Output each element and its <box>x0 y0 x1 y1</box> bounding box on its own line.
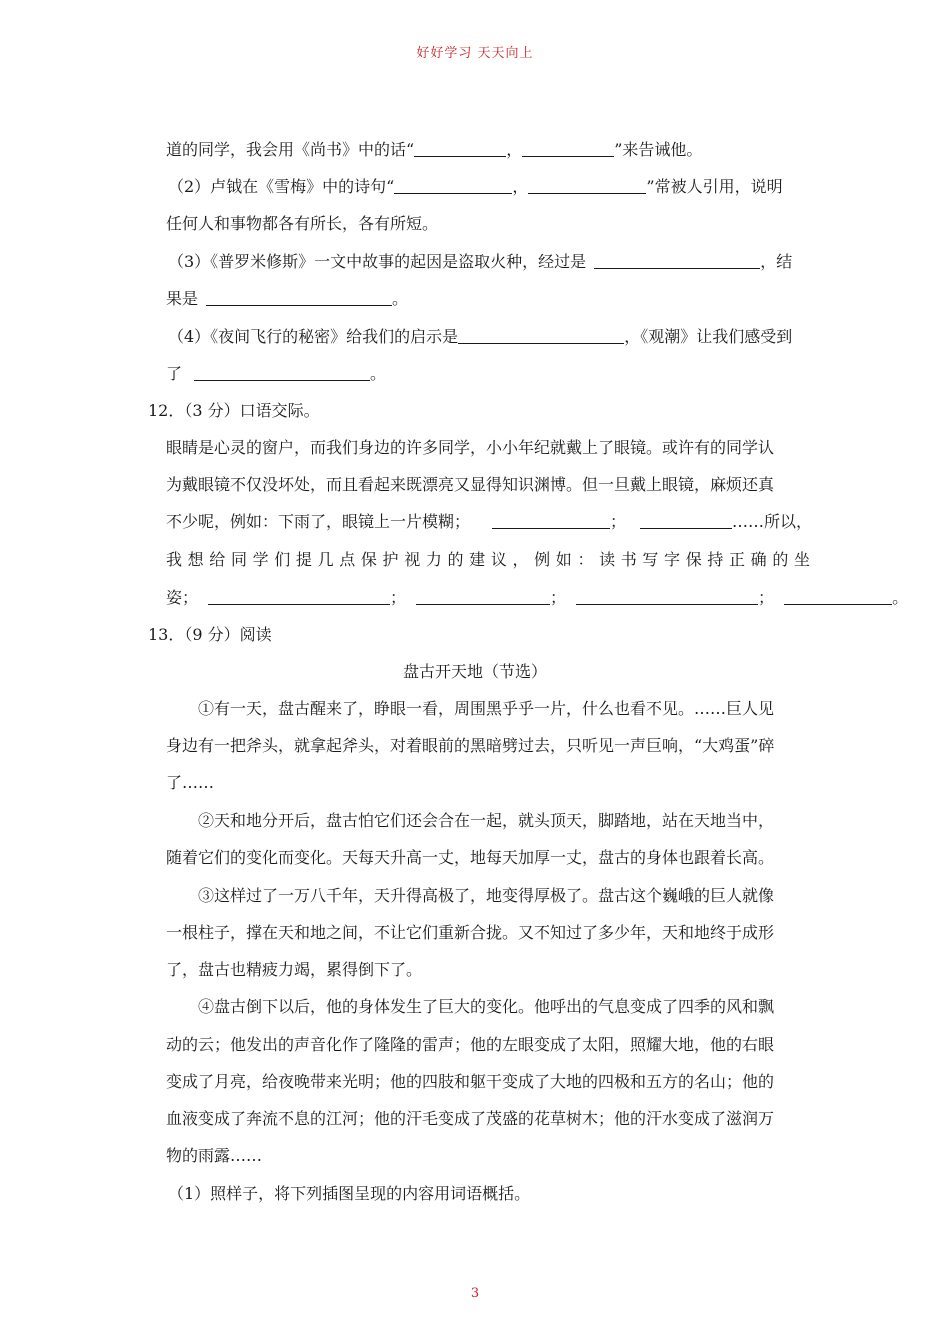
answer-blank[interactable] <box>194 364 370 381</box>
answer-blank[interactable] <box>576 588 758 605</box>
q12-text-line-2: 为戴眼镜不仅没坏处，而且看起来既漂亮又显得知识渊博。但一旦戴上眼镜，麻烦还真 <box>166 475 775 494</box>
answer-blank[interactable] <box>594 252 760 269</box>
q11-item-3-cont: 果是 。 <box>166 289 409 308</box>
q12-text-line-3: 不少呢，例如：下雨了，眼镜上一片模糊； ； ……所以， <box>166 512 813 531</box>
answer-blank[interactable] <box>522 140 614 157</box>
q11-item-3: （3）《普罗米修斯》一文中故事的起因是盗取火种，经过是 ，结 <box>168 252 793 271</box>
q12-text-line-4: 我想给同学们提几点保护视力的建议，例如：读书写字保持正确的坐 <box>166 550 810 569</box>
q11-item-4: （4）《夜间飞行的秘密》给我们的启示是 ，《观潮》让我们感受到 <box>168 327 793 346</box>
passage-p4-line-4: 血液变成了奔流不息的江河；他的汗毛变成了茂盛的花草树木；他的汗水变成了滋润万 <box>166 1109 775 1128</box>
passage-p3-line-3: 了，盘古也精疲力竭，累得倒下了。 <box>166 960 423 979</box>
q11-item-4-cont: 了 。 <box>166 364 387 383</box>
q12-text-line-5: 姿； ； ； ； 。 <box>166 588 909 607</box>
answer-blank[interactable] <box>528 177 646 194</box>
passage-p2-line-2: 随着它们的变化而变化。天每天升高一丈，地每天加厚一丈，盘古的身体也跟着长高。 <box>166 848 775 867</box>
passage-p1-line-3: 了…… <box>166 773 215 792</box>
q13-title: 13．（9 分）阅读 <box>148 625 272 644</box>
answer-blank[interactable] <box>492 512 610 529</box>
q11-line-1: 道的同学，我会用《尚书》中的话“ ， ”来告诫他。 <box>166 140 703 159</box>
passage-p4-line-1: ④盘古倒下以后，他的身体发生了巨大的变化。他呼出的气息变成了四季的风和飘 <box>198 997 775 1016</box>
answer-blank[interactable] <box>784 588 892 605</box>
passage-p1-line-2: 身边有一把斧头，就拿起斧头，对着眼前的黑暗劈过去，只听见一声巨响，“大鸡蛋”碎 <box>166 736 775 755</box>
passage-p3-line-2: 一根柱子，撑在天和地之间，不让它们重新合拢。又不知过了多少年，天和地终于成形 <box>166 923 775 942</box>
passage-p4-line-5: 物的雨露…… <box>166 1146 263 1165</box>
answer-blank[interactable] <box>394 177 512 194</box>
q11-item-2-cont: 任何人和事物都各有所长，各有所短。 <box>166 214 439 233</box>
page-number: 3 <box>470 1286 480 1301</box>
answer-blank[interactable] <box>208 588 390 605</box>
passage-p2-line-1: ②天和地分开后，盘古怕它们还会合在一起，就头顶天，脚踏地，站在天地当中， <box>198 811 775 830</box>
answer-blank[interactable] <box>416 588 550 605</box>
q12-text-line-1: 眼睛是心灵的窗户，而我们身边的许多同学，小小年纪就戴上了眼镜。或许有的同学认 <box>166 438 775 457</box>
answer-blank[interactable] <box>458 327 624 344</box>
passage-p4-line-2: 动的云；他发出的声音化作了隆隆的雷声；他的左眼变成了太阳，照耀大地，他的右眼 <box>166 1035 775 1054</box>
passage-p1-line-1: ①有一天，盘古醒来了，睁眼一看，周围黑乎乎一片，什么也看不见。……巨人见 <box>198 699 775 718</box>
q12-title: 12．（3 分）口语交际。 <box>148 401 320 420</box>
answer-blank[interactable] <box>640 512 732 529</box>
q11-item-2: （2）卢钺在《雪梅》中的诗句“ ， ”常被人引用，说明 <box>168 177 783 196</box>
q13-sub-question-1: （1）照样子，将下列插图呈现的内容用词语概括。 <box>168 1184 531 1203</box>
page-header: 好好学习 天天向上 <box>416 46 534 61</box>
passage-p4-line-3: 变成了月亮，给夜晚带来光明；他的四肢和躯干变成了大地的四极和五方的名山；他的 <box>166 1072 775 1091</box>
passage-title: 盘古开天地（节选） <box>402 662 547 681</box>
answer-blank[interactable] <box>206 289 392 306</box>
answer-blank[interactable] <box>414 140 506 157</box>
passage-p3-line-1: ③这样过了一万八千年，天升得高极了，地变得厚极了。盘古这个巍峨的巨人就像 <box>198 886 775 905</box>
